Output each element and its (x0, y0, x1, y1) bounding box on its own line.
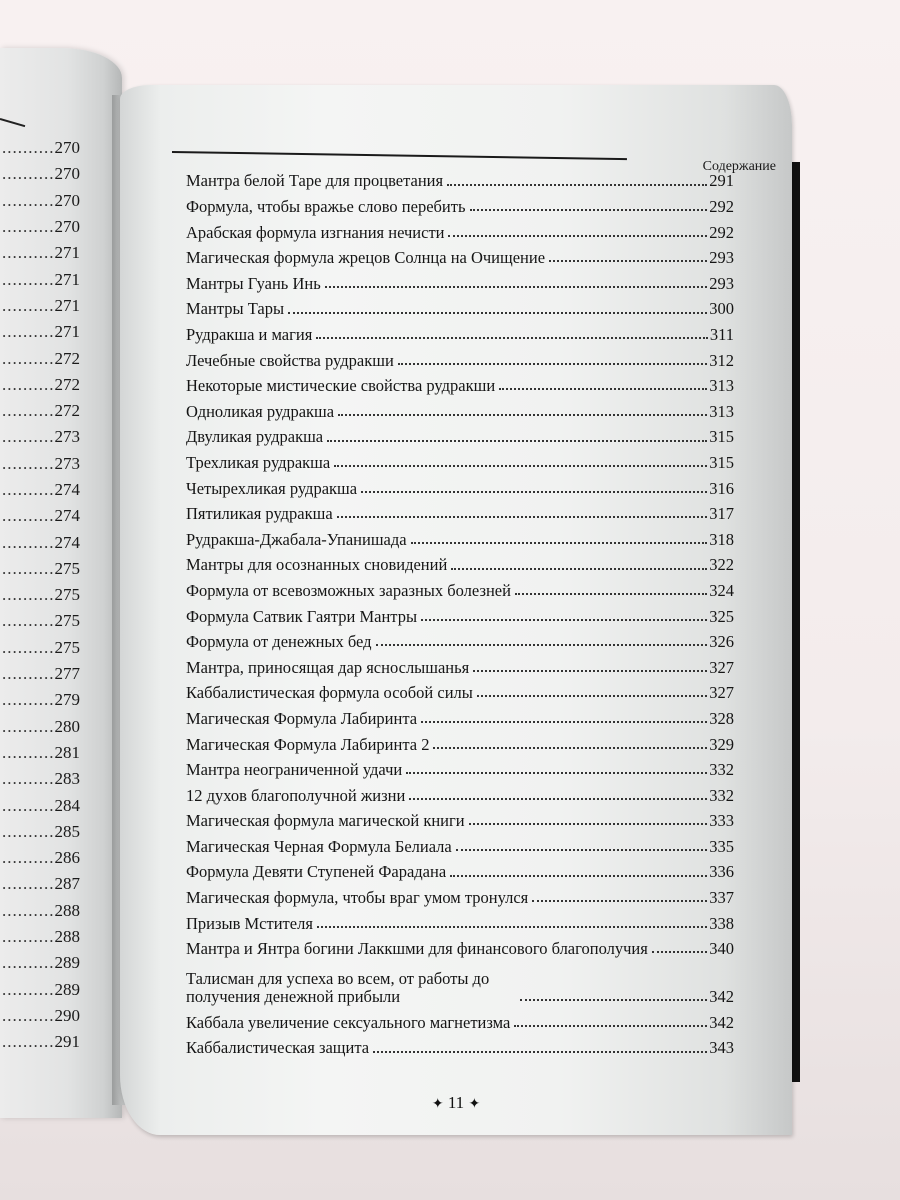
dot-leader (515, 593, 707, 595)
dot-leader: .......... (2, 374, 55, 394)
dot-leader (456, 849, 708, 851)
toc-entry (186, 498, 734, 524)
toc-page-number (0, 635, 80, 661)
toc-entry-page: 315 (709, 427, 734, 447)
page-ref: 281 (54, 742, 80, 762)
toc-entry-title: Пятиликая рудракша (186, 504, 333, 524)
toc-page-number (0, 792, 80, 818)
toc-entry-title: Трехликая рудракша (186, 452, 331, 472)
dot-leader (409, 798, 707, 800)
toc-entry (186, 395, 734, 421)
toc-entry-title: Формула Сатвик Гаятри Мантры (186, 606, 418, 626)
page-ref: 270 (54, 190, 80, 210)
toc-page-number (0, 266, 80, 292)
toc-entry-page: 311 (709, 325, 734, 345)
page-ref: 285 (54, 821, 80, 841)
page-number: 11 (447, 1093, 465, 1112)
toc-page-number (0, 556, 80, 582)
toc-entry (186, 472, 734, 498)
toc-page-number (0, 871, 80, 897)
header-rule (0, 118, 25, 127)
toc-entry-title: Формула от денежных бед (186, 632, 372, 652)
page-ref: 272 (54, 374, 80, 394)
page-ref: 273 (54, 453, 80, 473)
toc-entry (186, 779, 734, 805)
dot-leader (338, 414, 707, 416)
page-ref: 279 (54, 690, 80, 710)
toc-entry (186, 626, 734, 652)
dot-leader (448, 235, 707, 237)
page-ref: 275 (54, 637, 80, 657)
toc-page-number (0, 214, 80, 240)
dot-leader: .......... (2, 979, 55, 999)
toc-page-number (0, 1003, 80, 1029)
page-ref: 275 (54, 558, 80, 578)
toc-page-number (0, 687, 80, 713)
dot-leader (317, 926, 707, 928)
toc-entry (186, 421, 734, 447)
dot-leader: .......... (2, 217, 55, 237)
dot-leader: .......... (2, 427, 55, 447)
toc-entry (186, 805, 734, 831)
toc-page-number (0, 135, 80, 161)
dot-leader: .......... (2, 953, 55, 973)
toc-entry-title: Магическая Формула Лабиринта (186, 708, 418, 728)
toc-entry-page: 292 (709, 197, 734, 217)
toc-entry (186, 344, 734, 370)
toc-page-number (0, 293, 80, 319)
toc-entry-title: Мантра и Янтра богини Лаккшми для финансового благополучия (186, 939, 648, 959)
previous-page-numbers (0, 135, 80, 1055)
table-of-contents (186, 165, 734, 1058)
toc-entry-title: Магическая формула жрецов Солнца на Очищение (186, 248, 546, 268)
dot-leader (337, 516, 708, 518)
dot-leader: .......... (2, 480, 55, 499)
dot-leader (520, 999, 707, 1001)
toc-page-number (0, 398, 80, 424)
page-ref: 287 (54, 874, 80, 894)
page-ref: 283 (54, 769, 80, 789)
toc-page-number (0, 503, 80, 529)
dot-leader (652, 951, 707, 953)
dot-leader (411, 542, 708, 544)
dot-leader: .......... (2, 874, 55, 894)
dot-leader (421, 721, 707, 723)
toc-entry (186, 702, 734, 728)
page-ref: 275 (54, 585, 80, 605)
dot-leader: .......... (2, 611, 55, 631)
dot-leader (327, 440, 707, 442)
page-ref: 272 (54, 348, 80, 368)
toc-entry-page: 338 (709, 913, 734, 933)
toc-entry (186, 882, 734, 908)
page-ref: 271 (54, 295, 80, 315)
toc-page-number (0, 240, 80, 266)
dot-leader (450, 875, 707, 877)
toc-page-number (0, 477, 80, 503)
dot-leader: .......... (2, 558, 55, 578)
toc-entry (186, 523, 734, 549)
toc-entry (186, 267, 734, 293)
toc-page-number (0, 372, 80, 398)
book-cover-edge (792, 162, 800, 1082)
toc-entry-title: 12 духов благополучной жизни (186, 785, 406, 805)
dot-leader: .......... (2, 190, 55, 210)
toc-page-number (0, 950, 80, 976)
toc-entry-title: Мантра неограниченной удачи (186, 760, 403, 780)
toc-entry-title: Рудракша-Джабала-Упанишада (186, 529, 407, 549)
toc-entry-page: 316 (709, 478, 734, 498)
toc-page-number (0, 661, 80, 687)
dot-leader (325, 286, 708, 288)
contents-page (120, 85, 792, 1135)
dot-leader (398, 363, 707, 365)
dot-leader (514, 1025, 707, 1027)
toc-entry-page: 318 (709, 529, 734, 549)
toc-entry-title: Формула, чтобы вражье слово перебить (186, 197, 466, 217)
toc-page-number (0, 345, 80, 371)
dot-leader: .......... (2, 637, 55, 657)
toc-entry-page: 336 (709, 862, 734, 882)
dot-leader (334, 465, 707, 467)
toc-entry-title: Магическая формула, чтобы враг умом тронулся (186, 888, 529, 908)
toc-entry-title: Арабская формула изгнания нечисти (186, 222, 445, 242)
page-ref: 288 (54, 927, 80, 947)
toc-page-number (0, 766, 80, 792)
dot-leader: .......... (2, 900, 55, 920)
toc-entry (186, 754, 734, 780)
toc-page-number (0, 161, 80, 187)
toc-entry (186, 575, 734, 601)
toc-entry-page: 300 (709, 299, 734, 319)
page-ref: 274 (54, 480, 80, 499)
toc-entry-title: Каббала увеличение сексуального магнетизма (186, 1012, 511, 1032)
toc-entry (186, 933, 734, 959)
toc-entry (186, 242, 734, 268)
toc-entry-title: Формула Девяти Ступеней Фарадана (186, 862, 447, 882)
header-title: Содержание (702, 159, 776, 174)
toc-entry (186, 651, 734, 677)
toc-entry (186, 549, 734, 575)
toc-entry (186, 216, 734, 242)
toc-entry (186, 319, 734, 345)
page-ref: 277 (54, 664, 80, 684)
dot-leader (532, 900, 707, 902)
page-ref: 270 (54, 217, 80, 237)
toc-entry-title: Мантры Гуань Инь (186, 273, 321, 293)
dot-leader: .......... (2, 690, 55, 710)
page-ref: 272 (54, 401, 80, 421)
page-footer (120, 1093, 792, 1113)
page-ref: 286 (54, 848, 80, 868)
toc-entry-page: 292 (709, 222, 734, 242)
page-ref: 270 (54, 164, 80, 184)
toc-entry-title: Магическая формула магической книги (186, 811, 465, 831)
dot-leader: .......... (2, 453, 55, 473)
toc-entry-title: Магическая Формула Лабиринта 2 (186, 734, 430, 754)
dot-leader (421, 619, 707, 621)
toc-entry-title: Мантра белой Таре для процветания (186, 171, 444, 191)
toc-entry (186, 728, 734, 754)
dot-leader: .......... (2, 821, 55, 841)
dot-leader (473, 670, 707, 672)
toc-entry-title: Каббалистическая защита (186, 1038, 370, 1058)
toc-entry (186, 907, 734, 933)
header-rule (172, 151, 627, 160)
page-ref: 274 (54, 532, 80, 552)
toc-entry-page: 335 (709, 836, 734, 856)
dot-leader: .......... (2, 795, 55, 815)
toc-entry-title: Одноликая рудракша (186, 401, 335, 421)
toc-page-number (0, 608, 80, 634)
toc-page-number (0, 319, 80, 345)
page-ref: 288 (54, 900, 80, 920)
dot-leader (373, 1051, 707, 1053)
toc-entry-title: Магическая Черная Формула Белиала (186, 836, 452, 856)
toc-entry-title: Четырехликая рудракша (186, 478, 358, 498)
toc-entry-page: 327 (709, 683, 734, 703)
page-ref: 275 (54, 611, 80, 631)
page-ref: 284 (54, 795, 80, 815)
toc-entry (186, 856, 734, 882)
toc-entry-page: 322 (709, 555, 734, 575)
page-ref: 271 (54, 322, 80, 342)
toc-entry (186, 293, 734, 319)
dot-leader: .......... (2, 742, 55, 762)
toc-page-number (0, 582, 80, 608)
toc-entry-page: 340 (709, 939, 734, 959)
toc-entry-page: 328 (709, 708, 734, 728)
toc-entry-page: 326 (709, 632, 734, 652)
dot-leader: .......... (2, 164, 55, 184)
toc-entry (186, 165, 734, 191)
toc-entry (186, 1006, 734, 1032)
toc-entry-title: Каббалистическая формула особой силы (186, 683, 473, 703)
page-ref: 274 (54, 506, 80, 526)
dot-leader: .......... (2, 295, 55, 315)
dot-leader: .......... (2, 348, 55, 368)
toc-page-number (0, 819, 80, 845)
toc-page-number (0, 451, 80, 477)
dot-leader: .......... (2, 585, 55, 605)
toc-entry-page: 291 (709, 171, 734, 191)
toc-entry-page: 293 (709, 273, 734, 293)
toc-entry-page: 332 (709, 760, 734, 780)
toc-page-number (0, 924, 80, 950)
dot-leader: .......... (2, 927, 55, 947)
toc-entry-title: Формула от всевозможных заразных болезней (186, 580, 511, 600)
toc-entry-page: 343 (709, 1038, 734, 1058)
toc-entry-page: 325 (709, 606, 734, 626)
dot-leader: .......... (2, 716, 55, 736)
dot-leader: .......... (2, 1005, 55, 1025)
toc-entry-title: Мантры для осознанных сновидений (186, 555, 448, 575)
toc-entry (186, 677, 734, 703)
dot-leader (470, 209, 708, 211)
toc-page-number (0, 714, 80, 740)
dot-leader: .......... (2, 664, 55, 684)
toc-entry-title: Талисман для успеха во всем, от работы до получения денежной прибыли (186, 969, 490, 1007)
dot-leader: .......... (2, 532, 55, 552)
dot-leader (469, 823, 708, 825)
toc-page-number (0, 188, 80, 214)
dot-leader (361, 491, 707, 493)
toc-entry-page: 329 (709, 734, 734, 754)
toc-entry-title: Призыв Мстителя (186, 913, 313, 933)
toc-entry-page: 342 (709, 1012, 734, 1032)
toc-page-number (0, 740, 80, 766)
toc-page-number (0, 845, 80, 871)
page-ref: 271 (54, 269, 80, 289)
dot-leader (316, 337, 708, 339)
dot-leader (447, 184, 707, 186)
toc-entry-page: 342 (709, 987, 734, 1007)
toc-entry-page: 332 (709, 785, 734, 805)
dot-leader (406, 772, 707, 774)
toc-entry-page: 333 (709, 811, 734, 831)
page-ref: 289 (54, 953, 80, 973)
toc-entry-title: Мантры Тары (186, 299, 285, 319)
toc-entry (186, 830, 734, 856)
toc-entry-page: 337 (709, 888, 734, 908)
dot-leader: .......... (2, 322, 55, 342)
dot-leader: .......... (2, 1032, 55, 1052)
toc-entry (186, 191, 734, 217)
dot-leader: .......... (2, 848, 55, 868)
page-ref: 291 (54, 1032, 80, 1052)
toc-page-number (0, 977, 80, 1003)
dot-leader (499, 388, 707, 390)
toc-entry (186, 600, 734, 626)
page-ref: 280 (54, 716, 80, 736)
page-ref: 271 (54, 243, 80, 263)
toc-entry (186, 370, 734, 396)
dot-leader: .......... (2, 243, 55, 263)
ornament-icon: ✦ (468, 1097, 481, 1112)
toc-entry-title: Мантра, приносящая дар яснослышанья (186, 657, 470, 677)
toc-entry-page: 324 (709, 580, 734, 600)
dot-leader (376, 644, 708, 646)
toc-entry-page: 327 (709, 657, 734, 677)
toc-page-number (0, 1029, 80, 1055)
dot-leader: .......... (2, 269, 55, 289)
previous-page (0, 48, 122, 1118)
page-ref: 270 (54, 138, 80, 158)
page-ref: 290 (54, 1005, 80, 1025)
toc-entry-page: 312 (709, 350, 734, 370)
dot-leader (288, 312, 707, 314)
toc-entry-title: Двуликая рудракша (186, 427, 324, 447)
toc-entry-title: Рудракша и магия (186, 325, 313, 345)
toc-entry-page: 313 (709, 376, 734, 396)
dot-leader: .......... (2, 138, 55, 158)
toc-entry (186, 447, 734, 473)
toc-page-number (0, 529, 80, 555)
dot-leader (433, 747, 707, 749)
dot-leader: .......... (2, 506, 55, 526)
page-ref: 273 (54, 427, 80, 447)
toc-entry-title: Лечебные свойства рудракши (186, 350, 394, 370)
toc-entry-page: 315 (709, 452, 734, 472)
toc-entry-page: 313 (709, 401, 734, 421)
toc-entry-page: 317 (709, 504, 734, 524)
toc-entry (186, 958, 734, 1006)
dot-leader (477, 695, 707, 697)
toc-entry-page: 293 (709, 248, 734, 268)
toc-entry (186, 1032, 734, 1058)
toc-page-number (0, 898, 80, 924)
dot-leader (451, 568, 707, 570)
dot-leader: .......... (2, 769, 55, 789)
dot-leader (549, 260, 707, 262)
page-ref: 289 (54, 979, 80, 999)
dot-leader: .......... (2, 401, 55, 421)
ornament-icon: ✦ (431, 1097, 444, 1112)
toc-page-number (0, 424, 80, 450)
toc-entry-title: Некоторые мистические свойства рудракши (186, 376, 496, 396)
